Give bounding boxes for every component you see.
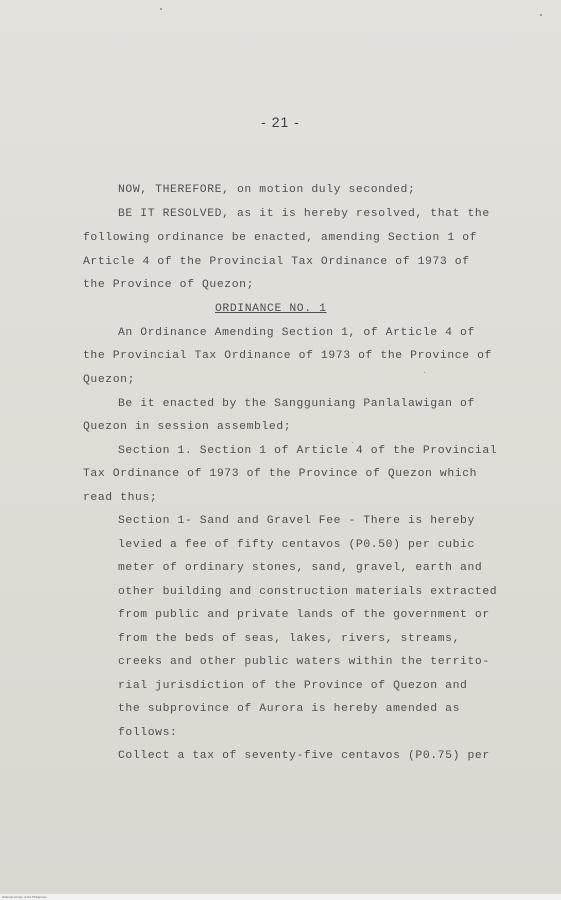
ordinance-title: ORDINANCE NO. 1 [215,303,327,315]
text-line: the Provincial Tax Ordinance of 1973 of the Province of [83,350,492,362]
paper-speck [352,442,353,443]
text-line: from public and private lands of the government or [118,609,490,621]
text-line: rial jurisdiction of the Province of Quezon and [118,680,468,692]
paper-speck [424,372,425,373]
paper-speck [160,8,162,10]
text-line: other building and construction materials extracted [118,586,498,598]
text-line: levied a fee of fifty centavos (P0.50) per cubic [118,539,475,551]
text-line: following ordinance be enacted, amending Section 1 of [83,232,478,244]
text-line: Quezon; [83,374,136,386]
text-line: Section 1- Sand and Gravel Fee - There is hereby [118,515,475,527]
text-line: An Ordinance Amending Section 1, of Article 4 of [118,327,475,339]
paper-speck [540,14,542,16]
footer-text: National Library of the Philippines [2,895,47,899]
text-line: the Province of Quezon; [83,279,255,291]
text-line: meter of ordinary stones, sand, gravel, earth and [118,562,483,574]
text-line: NOW, THEREFORE, on motion duly seconded; [118,184,416,196]
page-number: - 21 - [261,114,300,130]
text-line: Tax Ordinance of 1973 of the Province of Quezon which [83,468,478,480]
text-line: from the beds of seas, lakes, rivers, streams, [118,633,461,645]
text-line: the subprovince of Aurora is hereby amended as [118,703,461,715]
text-line: Collect a tax of seventy-five centavos (P0.75) per [118,750,490,762]
text-line: Article 4 of the Provincial Tax Ordinance of 1973 of [83,256,470,268]
text-line: Section 1. Section 1 of Article 4 of the Provincial [118,445,498,457]
text-line: Be it enacted by the Sangguniang Panlalawigan of [118,398,475,410]
text-line: Quezon in session assembled; [83,421,292,433]
footer-bar [0,894,561,900]
text-line: read thus; [83,492,158,504]
text-line: creeks and other public waters within the territo- [118,656,490,668]
text-line: follows: [118,727,178,739]
text-line: BE IT RESOLVED, as it is hereby resolved, that the [118,208,490,220]
